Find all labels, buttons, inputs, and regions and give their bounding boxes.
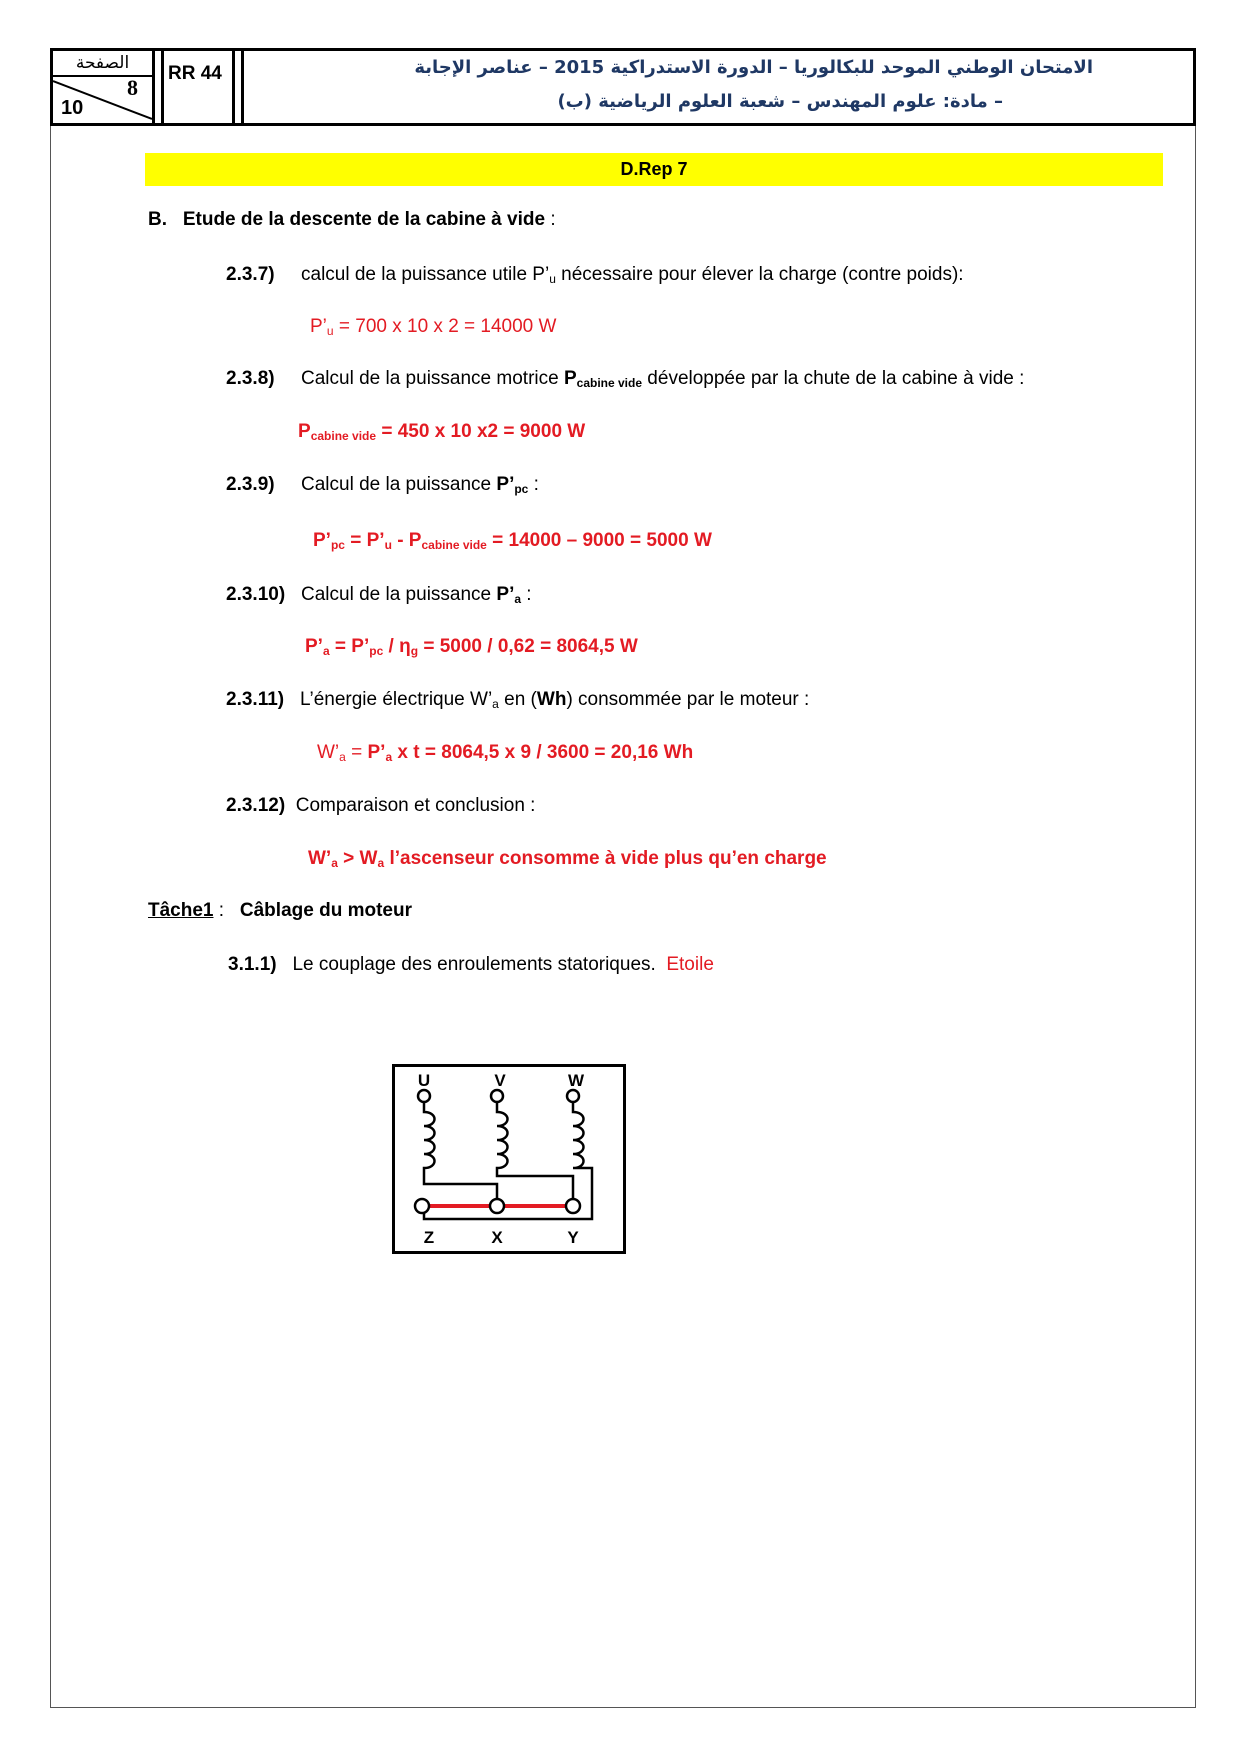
label-x: X — [491, 1228, 503, 1247]
question-text: L’énergie électrique W’ — [299, 689, 493, 710]
subscript: cabine vide — [421, 538, 487, 552]
question-text: Calcul de la puissance — [301, 584, 497, 605]
page-total: 10 — [61, 97, 84, 119]
answer-2-3-7 — [310, 316, 556, 338]
answer-part: W’ — [317, 742, 340, 763]
winding-2 — [497, 1102, 573, 1206]
answer-2-3-11 — [317, 742, 693, 764]
terminal-u — [418, 1090, 430, 1102]
terminal-y — [566, 1199, 580, 1213]
label-u: U — [417, 1071, 431, 1090]
terminal-x — [490, 1199, 504, 1213]
subscript: a — [339, 750, 346, 764]
subscript: a — [331, 856, 338, 870]
star-coupling-diagram — [392, 1064, 626, 1254]
question-text: Le couplage des enroulements statoriques. — [292, 954, 656, 975]
label-y: Y — [567, 1228, 579, 1247]
answer-2-3-8 — [298, 421, 585, 443]
subscript: a — [514, 592, 522, 606]
subscript: cabine vide — [310, 429, 377, 443]
subscript: a — [377, 856, 385, 870]
task-heading — [148, 900, 412, 922]
answer-part: = P’ — [329, 636, 370, 657]
exam-code: RR 44 — [161, 51, 235, 123]
subscript: cabine vide — [576, 376, 643, 390]
question-2-3-10 — [226, 584, 532, 606]
question-text: Calcul de la puissance motrice — [301, 368, 564, 389]
question-text-end: ) consommée par le moteur : — [566, 689, 810, 710]
subscript: a — [385, 750, 393, 764]
section-bar: D.Rep 7 — [145, 153, 1163, 186]
question-2-3-12 — [226, 795, 535, 817]
question-text: Comparaison et conclusion : — [295, 795, 536, 816]
question-text: en ( — [498, 689, 537, 710]
question-2-3-7 — [226, 264, 964, 286]
answer-part: P — [298, 421, 311, 442]
answer-part: x t = 8064,5 x 9 / 3600 = 20,16 Wh — [392, 742, 694, 763]
question-3-1-1 — [228, 954, 714, 976]
question-number: 2.3.11) — [226, 689, 285, 710]
subscript: u — [384, 538, 392, 552]
subscript: u — [326, 324, 334, 338]
terminal-z — [415, 1199, 429, 1213]
header — [50, 48, 1196, 126]
section-b-title: Etude de la descente de la cabine à vide — [182, 209, 546, 230]
winding-1 — [424, 1102, 497, 1206]
subscript: pc — [514, 482, 529, 496]
answer-2-3-12 — [308, 848, 827, 870]
answer-part: = — [345, 742, 368, 763]
question-number: 2.3.12) — [226, 795, 286, 816]
subscript: pc — [369, 644, 384, 658]
terminal-v — [491, 1090, 503, 1102]
label-v: V — [494, 1071, 506, 1090]
question-number: 3.1.1) — [228, 954, 277, 975]
question-2-3-9 — [226, 474, 539, 496]
question-text-end: développée par la chute de la cabine à vide : — [642, 368, 1025, 389]
question-bold: P — [563, 368, 577, 389]
answer-2-3-9 — [313, 530, 712, 552]
subscript: g — [410, 644, 419, 658]
subscript: u — [549, 272, 556, 286]
task-title: Câblage du moteur — [239, 900, 412, 921]
question-text-end: : — [521, 584, 532, 605]
answer-part: P’ — [305, 636, 323, 657]
answer-part: = P’ — [344, 530, 385, 551]
subscript: pc — [330, 538, 345, 552]
answer-part: > W — [337, 848, 378, 869]
terminal-w — [567, 1090, 579, 1102]
answer-part: W’ — [308, 848, 332, 869]
coupling-answer: Etoile — [666, 954, 714, 975]
exam-title: الامتحان الوطني الموحد للبكالوريا – الدورة الاستدراكية 2015 – عناصر الإجابة — [414, 57, 1093, 78]
answer-part: / η — [383, 636, 411, 657]
answer-part: = 14000 – 9000 = 5000 W — [486, 530, 712, 551]
question-2-3-8 — [226, 368, 1024, 390]
question-text: calcul de la puissance utile P’ — [301, 264, 550, 285]
question-bold: P’ — [496, 474, 515, 495]
page-current: 8 — [127, 75, 138, 100]
question-text-end: : — [528, 474, 539, 495]
section-b-heading — [148, 209, 556, 231]
answer-part: = 5000 / 0,62 = 8064,5 W — [418, 636, 638, 657]
answer-2-3-10 — [305, 636, 638, 658]
answer-part: P’ — [313, 530, 331, 551]
answer-part: - P — [391, 530, 422, 551]
label-z: Z — [423, 1228, 435, 1247]
task-label: Tâche1 — [148, 900, 214, 921]
question-text-end: nécessaire pour élever la charge (contre poids): — [555, 264, 964, 285]
question-number: 2.3.8) — [226, 368, 275, 389]
section-b-prefix: B. — [148, 209, 167, 230]
page-label: الصفحة — [53, 51, 152, 77]
answer-part: = 450 x 10 x2 = 9000 W — [376, 421, 586, 442]
question-number: 2.3.9) — [226, 474, 275, 495]
answer-part: P’ — [310, 316, 327, 337]
label-w: W — [567, 1071, 585, 1090]
answer-part: P’ — [367, 742, 386, 763]
question-2-3-11 — [226, 689, 809, 711]
page-number-box — [53, 51, 155, 123]
question-bold: P’ — [496, 584, 515, 605]
answer-part: = 700 x 10 x 2 = 14000 W — [333, 316, 557, 337]
question-bold: Wh — [536, 689, 567, 710]
question-number: 2.3.7) — [226, 264, 275, 285]
title-area — [241, 51, 1193, 123]
exam-subject: – مادة: علوم المهندس – شعبة العلوم الرياضية (ب) — [557, 91, 1003, 112]
section-b-suffix: : — [545, 209, 556, 230]
task-colon: : — [213, 900, 225, 921]
subscript: a — [322, 644, 330, 658]
page-frame — [50, 48, 1196, 1708]
question-text: Calcul de la puissance — [301, 474, 497, 495]
answer-part: l’ascenseur consomme à vide plus qu’en charge — [384, 848, 827, 869]
question-number: 2.3.10) — [226, 584, 286, 605]
subscript: a — [492, 697, 499, 711]
